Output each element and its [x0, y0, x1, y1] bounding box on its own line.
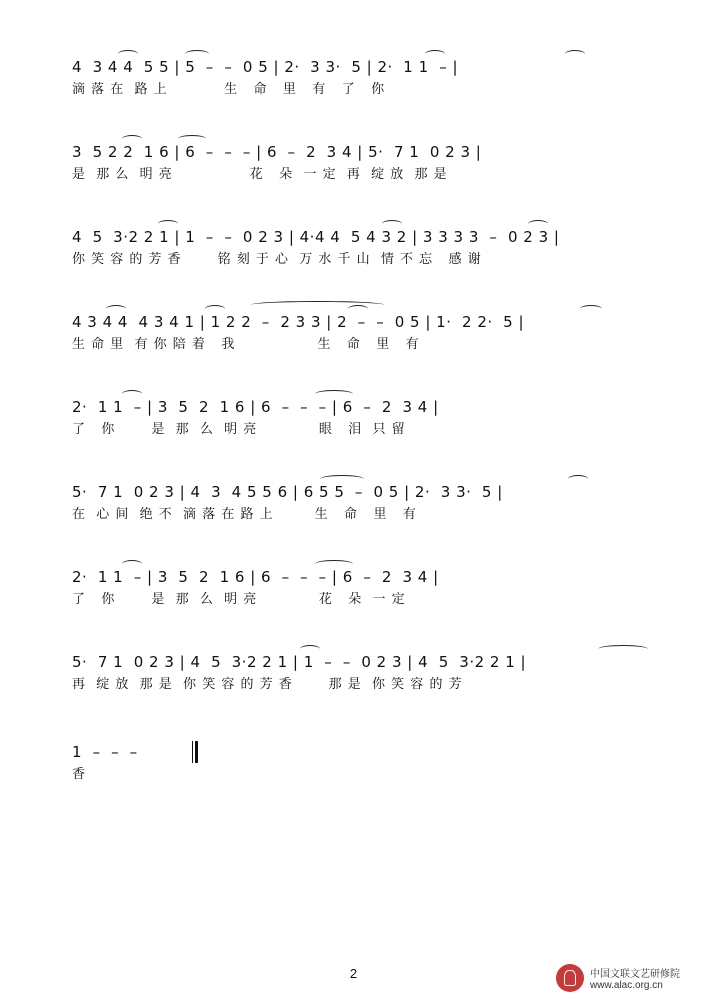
- jianpu-notes: 4 5 3·2 2 1 | 1 – – 0 2 3 | 4·4 4 5 4 3 2 | 3 3 3 3 – 0 2 3 |: [72, 228, 560, 246]
- lyrics-line: 滴 落 在 路 上 生 命 里 有 了 你: [72, 82, 386, 97]
- final-barline: [192, 741, 198, 763]
- lyrics-line: 香: [72, 767, 87, 782]
- slur-mark: [565, 50, 585, 58]
- music-system-6: [0, 477, 707, 537]
- jianpu-notes: 3 5 2 2 1 6 | 6 – – – | 6 – 2 3 4 | 5· 7 1 0 2 3 |: [72, 143, 482, 161]
- jianpu-notes: 4 3 4 4 5 5 | 5 – – 0 5 | 2· 3 3· 5 | 2· 1 1 – |: [72, 58, 459, 76]
- lyrics-line: 在 心 间 绝 不 滴 落 在 路 上 生 命 里 有: [72, 507, 417, 522]
- music-system-3: [0, 222, 707, 282]
- slur-mark: [528, 220, 548, 228]
- jianpu-notes: 1 – – –: [72, 743, 138, 761]
- music-system-1: [0, 52, 707, 112]
- jianpu-notes: 5· 7 1 0 2 3 | 4 5 3·2 2 1 | 1 – – 0 2 3 | 4 5 3·2 2 1 |: [72, 653, 527, 671]
- music-system-4: [0, 307, 707, 367]
- lyrics-line: 再 绽 放 那 是 你 笑 容 的 芳 香 那 是 你 笑 容 的 芳: [72, 677, 463, 692]
- slur-mark: [205, 305, 225, 313]
- music-system-5: [0, 392, 707, 452]
- fermata-slur-mark: [598, 645, 648, 653]
- slur-mark: [106, 305, 126, 313]
- slur-mark: [122, 560, 142, 568]
- lyrics-line: 了 你 是 那 么 明 亮 花 朵 一 定: [72, 592, 406, 607]
- jianpu-notes: 4 3 4 4 4 3 4 1 | 1 2 2 – 2 3 3 | 2 – – 0 5 | 1· 2 2· 5 |: [72, 313, 525, 331]
- slur-mark: [315, 560, 353, 568]
- slur-mark: [320, 475, 364, 483]
- slur-mark: [580, 305, 602, 313]
- slur-mark: [425, 50, 445, 58]
- slur-mark: [300, 645, 320, 653]
- slur-mark: [315, 390, 353, 398]
- slur-mark: [185, 50, 209, 58]
- slur-mark: [122, 390, 142, 398]
- jianpu-notes: 2· 1 1 – | 3 5 2 1 6 | 6 – – – | 6 – 2 3 4 |: [72, 398, 439, 416]
- page-number: 2: [349, 966, 358, 981]
- slur-mark: [118, 50, 138, 58]
- lyrics-line: 生 命 里 有 你 陪 着 我 生 命 里 有: [72, 337, 420, 352]
- seal-icon: [556, 964, 584, 992]
- watermark-logo: [556, 962, 706, 996]
- slur-mark: [178, 135, 206, 143]
- slur-mark: [122, 135, 142, 143]
- org-name: 中国文联文艺研修院: [590, 969, 680, 980]
- lyrics-line: 了 你 是 那 么 明 亮 眼 泪 只 留: [72, 422, 406, 437]
- music-system-2: [0, 137, 707, 197]
- slur-mark: [348, 305, 368, 313]
- music-system-8: [0, 647, 707, 707]
- org-url: www.alac.org.cn: [590, 980, 663, 991]
- slur-mark: [158, 220, 178, 228]
- jianpu-notes: 2· 1 1 – | 3 5 2 1 6 | 6 – – – | 6 – 2 3 4 |: [72, 568, 439, 586]
- music-system-7: [0, 562, 707, 622]
- lyrics-line: 你 笑 容 的 芳 香 铭 刻 于 心 万 水 千 山 情 不 忘 感 谢: [72, 252, 482, 267]
- slur-mark: [382, 220, 402, 228]
- lyrics-line: 是 那 么 明 亮 花 朵 一 定 再 绽 放 那 是: [72, 167, 448, 182]
- music-system-9: [0, 737, 707, 797]
- jianpu-notes: 5· 7 1 0 2 3 | 4 3 4 5 5 6 | 6 5 5 – 0 5 | 2· 3 3· 5 |: [72, 483, 503, 501]
- slur-mark: [568, 475, 588, 483]
